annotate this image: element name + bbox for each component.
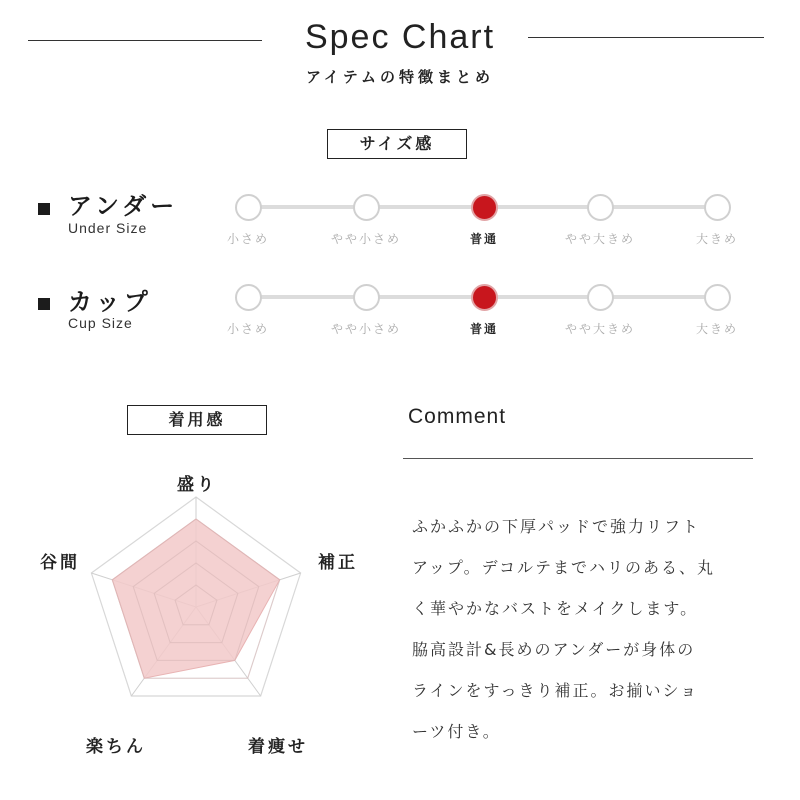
radar-label-hosei: 補正	[318, 553, 358, 573]
fit-section-label: 着用感	[127, 405, 267, 435]
fit-radar-chart	[66, 475, 326, 735]
scale-label: やや大きめ	[564, 232, 635, 246]
page-title: Spec Chart	[304, 18, 496, 56]
radar-label-rakuchin: 楽ちん	[86, 737, 146, 757]
comment-rule	[403, 458, 753, 459]
comment-line: く華やかなバストをメイクします。	[412, 599, 699, 618]
under-size-label-en: Under Size	[68, 220, 148, 236]
cup-size-label-en: Cup Size	[68, 315, 133, 331]
scale-dot	[587, 284, 614, 311]
comment-line: ラインをすっきり補正。お揃いショ	[412, 681, 699, 700]
scale-label: やや小さめ	[330, 322, 401, 336]
comment-line: アップ。デコルテまでハリのある、丸	[412, 558, 715, 577]
scale-label: 小さめ	[226, 322, 269, 336]
scale-label: 小さめ	[226, 232, 269, 246]
comment-line: ふかふかの下厚パッドで強力リフト	[412, 517, 701, 536]
scale-label: 大きめ	[695, 322, 738, 336]
under-size-label-jp: アンダー	[68, 192, 179, 220]
radar-label-kiyase: 着痩せ	[248, 737, 308, 757]
scale-label: 大きめ	[695, 232, 738, 246]
scale-label: やや小さめ	[330, 232, 401, 246]
scale-dot	[235, 284, 262, 311]
scale-dot	[587, 194, 614, 221]
scale-dot	[704, 194, 731, 221]
scale-label: 普通	[469, 322, 498, 336]
comment-line: ーツ付き。	[412, 722, 501, 741]
cup-size-label-jp: カップ	[68, 288, 152, 316]
scale-dot	[353, 284, 380, 311]
cup-size-bullet	[38, 298, 50, 310]
scale-dot	[471, 284, 498, 311]
page-subtitle: アイテムの特徴まとめ	[306, 68, 494, 86]
scale-label: やや大きめ	[564, 322, 635, 336]
scale-dot	[471, 194, 498, 221]
comment-line: 脇高設計&長めのアンダーが身体の	[412, 640, 696, 659]
scale-dot	[353, 194, 380, 221]
under-size-bullet	[38, 203, 50, 215]
scale-label: 普通	[469, 232, 498, 246]
size-section-label: サイズ感	[327, 129, 467, 159]
comment-title: Comment	[408, 405, 507, 428]
radar-label-mori: 盛り	[177, 475, 217, 495]
radar-label-tanima: 谷間	[40, 553, 80, 573]
scale-dot	[235, 194, 262, 221]
scale-dot	[704, 284, 731, 311]
